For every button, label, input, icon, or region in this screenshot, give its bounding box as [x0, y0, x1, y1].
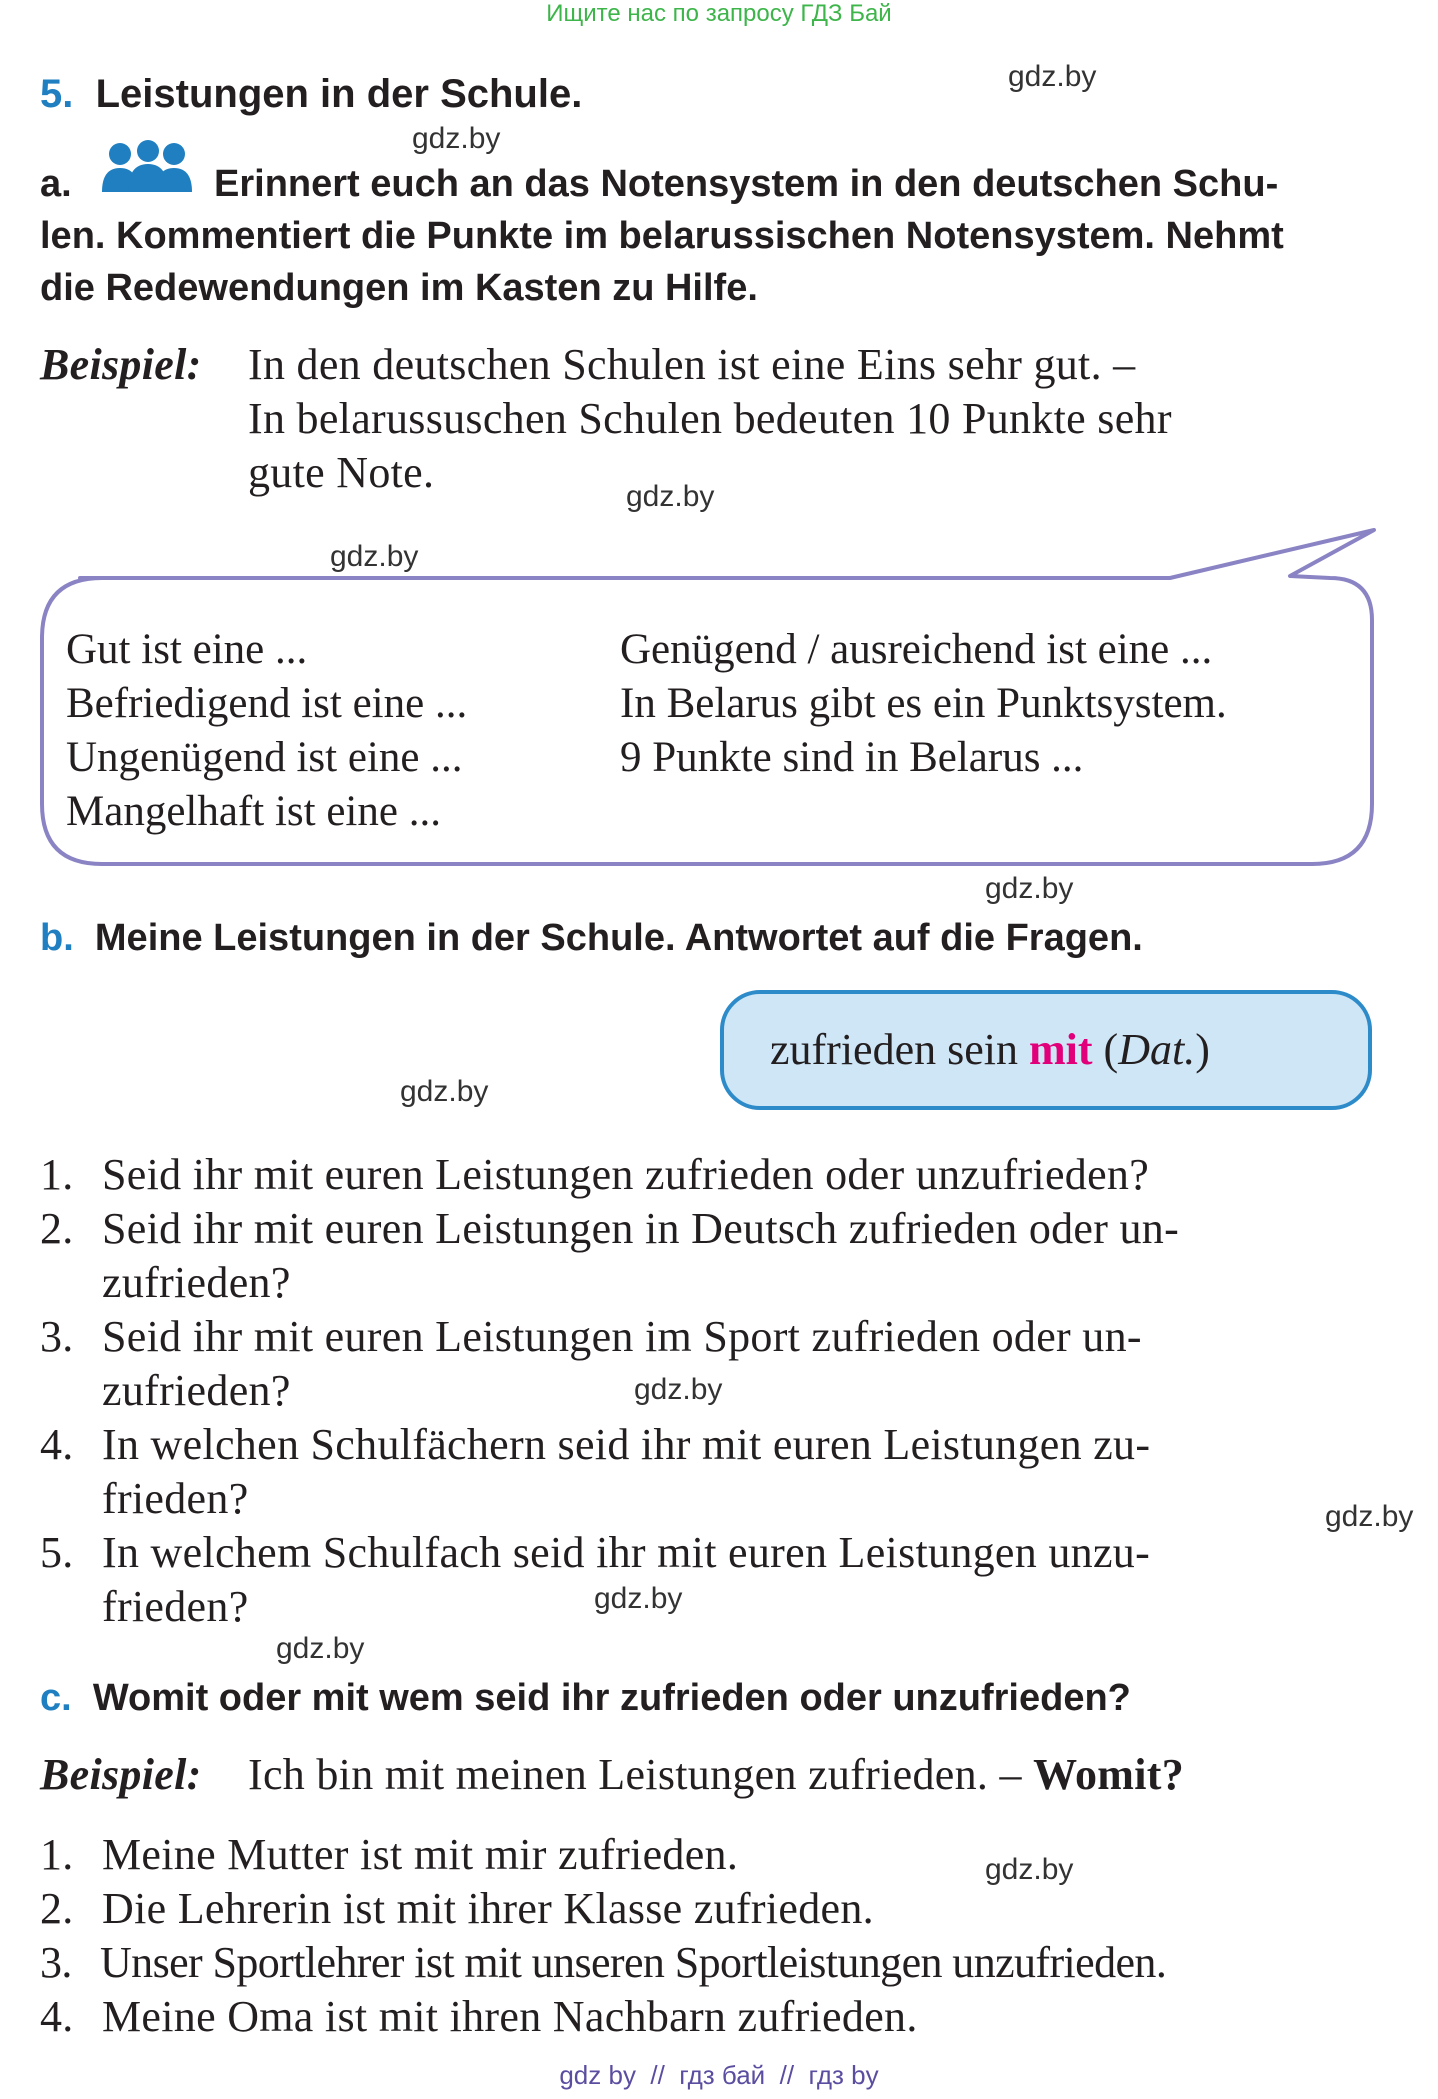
box-left-4: Mangelhaft ist eine ... [66, 788, 441, 835]
question-number: 4. [40, 1420, 74, 1469]
question-3 [40, 1310, 1142, 1364]
box-left-1: Gut ist eine ... [66, 626, 308, 673]
watermark: gdz.by [276, 1632, 365, 1665]
question-2-cont: zufrieden? [102, 1258, 291, 1307]
exercise-number: 5. [40, 72, 74, 116]
item-2 [40, 1882, 874, 1936]
item-text: Meine Mutter ist mit mir zufrieden. [102, 1830, 739, 1879]
top-banner: Ищите нас по запросу ГДЗ Бай [546, 0, 892, 27]
footer-links: gdz by // гдз бай // гдз by [559, 2060, 879, 2090]
part-b-heading [40, 912, 1143, 964]
example-line-2: In belarussuschen Schulen bedeuten 10 Punkte sehr [248, 394, 1172, 443]
part-a-line-1: Erinnert euch an das Notensystem in den deutschen Schu- [214, 163, 1279, 205]
part-b-letter: b. [40, 917, 74, 959]
question-5 [40, 1526, 1150, 1580]
phrase-paren-close: ) [1195, 1025, 1210, 1074]
box-left-3: Ungenügend ist eine ... [66, 734, 463, 781]
part-c-letter: c. [40, 1677, 72, 1719]
watermark: gdz.by [1008, 60, 1097, 93]
watermark: gdz.by [985, 872, 1074, 905]
phrase-before: zufrieden sein [770, 1025, 1029, 1074]
item-number: 1. [40, 1830, 74, 1879]
part-a-line-2: len. Kommentiert die Punkte im belarussischen Notensystem. Nehmt [40, 215, 1284, 257]
watermark: gdz.by [400, 1075, 489, 1108]
part-a-letter: a. [40, 163, 72, 205]
phrase-italic: Dat. [1118, 1025, 1196, 1074]
example-c-label: Beispiel: [40, 1750, 202, 1799]
item-text: Die Lehrerin ist mit ihrer Klasse zufrieden. [102, 1884, 874, 1933]
question-number: 2. [40, 1204, 74, 1253]
watermark: gdz.by [985, 1853, 1074, 1886]
phrase-tag [720, 990, 1372, 1110]
example-c-text [248, 1748, 1184, 1802]
question-text: Seid ihr mit euren Leistungen zufrieden oder unzufrieden? [102, 1150, 1150, 1199]
question-text: In welchen Schulfächern seid ihr mit euren Leistungen zu- [102, 1420, 1151, 1469]
exercise-heading [40, 68, 582, 120]
question-number: 5. [40, 1528, 74, 1577]
watermark: gdz.by [412, 122, 501, 155]
item-text: Unser Sportlehrer ist mit unseren Sportleistungen unzufrieden. [100, 1938, 1167, 1987]
box-right-2: In Belarus gibt es ein Punktsystem. [620, 680, 1227, 727]
question-4-cont: frieden? [102, 1474, 249, 1523]
question-5-cont: frieden? [102, 1582, 249, 1631]
box-right-1: Genügend / ausreichend ist eine ... [620, 626, 1213, 673]
watermark: gdz.by [594, 1582, 683, 1615]
watermark: gdz.by [1325, 1500, 1414, 1533]
question-text: Seid ihr mit euren Leistungen im Sport zufrieden oder un- [102, 1312, 1142, 1361]
question-number: 1. [40, 1150, 74, 1199]
item-4 [40, 1990, 918, 2044]
watermark: gdz.by [626, 480, 715, 513]
question-3-cont: zufrieden? [102, 1366, 291, 1415]
item-1 [40, 1828, 738, 1882]
part-a-line-3: die Redewendungen im Kasten zu Hilfe. [40, 267, 758, 309]
example-c-sentence: Ich bin mit meinen Leistungen zufrieden. – [248, 1750, 1022, 1799]
question-2 [40, 1202, 1179, 1256]
question-1 [40, 1148, 1149, 1202]
question-number: 3. [40, 1312, 74, 1361]
item-3 [40, 1936, 1166, 1990]
watermark: gdz.by [634, 1373, 723, 1406]
question-4 [40, 1418, 1150, 1472]
phrase-highlight: mit [1029, 1025, 1093, 1074]
phrase-paren-open: ( [1092, 1025, 1119, 1074]
item-number: 4. [40, 1992, 74, 2041]
example-c-bold: Womit? [1033, 1750, 1185, 1799]
exercise-title: Leistungen in der Schule. [95, 72, 583, 116]
box-left-2: Befriedigend ist eine ... [66, 680, 468, 727]
item-number: 2. [40, 1884, 74, 1933]
box-right-3: 9 Punkte sind in Belarus ... [620, 734, 1084, 781]
item-text: Meine Oma ist mit ihren Nachbarn zufrieden. [102, 1992, 918, 2041]
part-c-heading [40, 1672, 1131, 1724]
example-line-1: In den deutschen Schulen ist eine Eins sehr gut. – [248, 340, 1136, 389]
item-number: 3. [40, 1938, 72, 1987]
part-c-title: Womit oder mit wem seid ihr zufrieden oder unzufrieden? [92, 1677, 1131, 1719]
question-text: Seid ihr mit euren Leistungen in Deutsch zufrieden oder un- [102, 1204, 1180, 1253]
people-group-icon [100, 140, 192, 198]
example-line-3: gute Note. [248, 448, 435, 497]
watermark: gdz.by [330, 540, 419, 573]
question-text: In welchem Schulfach seid ihr mit euren Leistungen unzu- [102, 1528, 1151, 1577]
part-b-title: Meine Leistungen in der Schule. Antwortet auf die Fragen. [94, 917, 1143, 959]
example-label: Beispiel: [40, 340, 202, 389]
